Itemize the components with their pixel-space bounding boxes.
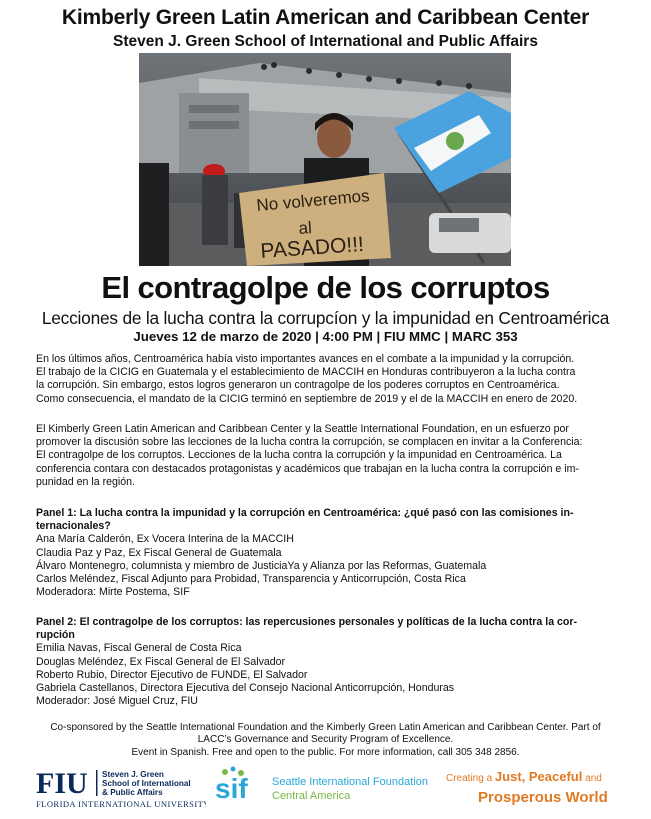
footer-note [0,722,651,759]
intro-line: En los últimos años, Centroamérica había visto importantes avances en el combate a la impunidad y la corrupción. [36,353,575,365]
sif-mark: sif [215,773,248,804]
speaker-line: Douglas Meléndez, Ex Fiscal General de El Salvador [36,655,286,668]
sign-text-line2: al [297,218,313,238]
sign-text-line1: No volveremos [255,186,371,215]
footer-line: LACC’s Governance and Security Program of Excellence. [197,734,454,746]
fiu-logo [36,766,206,810]
speaker-line: Carlos Meléndez, Fiscal Adjunto para Probidad, Transparencia y Anticorrupción, Costa Rica [36,573,466,586]
moderator-line: Moderador: José Miguel Cruz, FIU [36,695,198,708]
sign-text-line3: PASADO!!! [259,232,365,263]
speaker-line: Roberto Rubio, Director Ejecutivo de FUNDE, El Salvador [36,668,308,681]
just-peaceful-prosperous-logo [446,766,616,810]
intro-line: El trabajo de la CICIG en Guatemala y el establecimiento de MACCIH en Honduras contribuyeron a la lucha contra [36,366,576,379]
intro-line: promover la discusión sobre las lecciones de la lucha contra la corrupción, se complacen en invitar a la Conferencia: [36,436,583,449]
speaker-line: Emilia Navas, Fiscal General de Costa Rica [36,642,242,655]
moderator-line: Moderadora: Mirte Postema, SIF [36,586,190,599]
sif-line1: Seattle International Foundation [272,776,428,788]
jpp-line1 [446,769,602,784]
fiu-school-line1: Steven J. Green [102,770,164,779]
intro-line: conferencia contara con destacados protagonistas y académicos que trabajan en la lucha contra la corrupción e im- [36,462,579,475]
jpp-line1-emphasis: Just, Peaceful [494,769,583,784]
intro-line: punidad en la región. [36,475,135,488]
intro-line: la corrupción. Sin embargo, estos logros generaron un contragolpe de los poderes corruptos en Centroamérica. [36,379,560,392]
panel-2-title: Panel 2: El contragolpe de los corruptos: las repercusiones personales y políticas de la lucha contra la cor- [36,616,578,628]
school-name-heading: Steven J. Green School of International and Public Affairs [113,33,538,50]
intro-paragraph-2 [36,423,626,489]
speaker-line: Gabriela Castellanos, Directora Ejecutiva del Consejo Nacional Anticorrupción, Honduras [36,682,455,695]
footer-line: Co-sponsored by the Seattle International Foundation and the Kimberly Green Latin American and Caribbean Center. Part of [50,722,601,733]
panel-2-section [36,616,626,708]
speaker-line: Álvaro Montenegro, columnista y miembro de JusticiaYa y Alianza por las Reformas, Guatemala [36,559,487,572]
jpp-line2: Prosperous World [478,789,608,806]
jpp-line1-prefix: Creating a [446,773,495,784]
panel-1-section [36,507,626,599]
footer-line: Event in Spanish. Free and open to the public. For more information, call 305 348 2856. [131,746,520,758]
fiu-school-line3: & Public Affairs [102,788,163,797]
event-subtitle: Lecciones de la lucha contra la corrupcíon y la impunidad en Centroamérica [41,308,610,328]
fiu-mark: FIU [36,767,88,800]
speaker-line: Claudia Paz y Paz, Ex Fiscal General de Guatemala [36,546,282,559]
intro-line: Como consecuencia, el mandato de la CICIG terminó en septiembre de 2019 y el de la MACCIH en enero de 2020. [36,392,578,405]
speaker-line: Ana María Calderón, Ex Vocera Interina de la MACCIH [36,533,294,546]
protest-photo [139,53,511,266]
panel-2-title-cont: rupción [36,629,75,642]
panel-1-title: Panel 1: La lucha contra la impunidad y la corrupción en Centroamérica: ¿qué pasó con las comisiones in- [36,507,574,519]
intro-paragraph-1 [36,353,626,406]
fiu-university-name: Florida International University [36,799,206,809]
sif-logo [215,766,445,806]
event-title: El contragolpe de los corruptos [101,270,550,305]
fiu-school-line2: School of International [102,779,191,788]
jpp-line1-suffix: and [582,773,602,784]
center-name-heading: Kimberly Green Latin American and Caribbean Center [61,6,590,29]
intro-line: El contragolpe de los corruptos. Lecciones de la lucha contra la corrupción y la impunidad en Centroamérica. La [36,449,562,462]
event-dateline: Jueves 12 de marzo de 2020 | 4:00 PM | FIU MMC | MARC 353 [133,329,518,344]
panel-1-title-cont: ternacionales? [36,520,111,533]
intro-line: El Kimberly Green Latin American and Caribbean Center y la Seattle International Foundation, en un esfuerzo por [36,423,569,435]
sif-line2: Central America [272,790,351,802]
